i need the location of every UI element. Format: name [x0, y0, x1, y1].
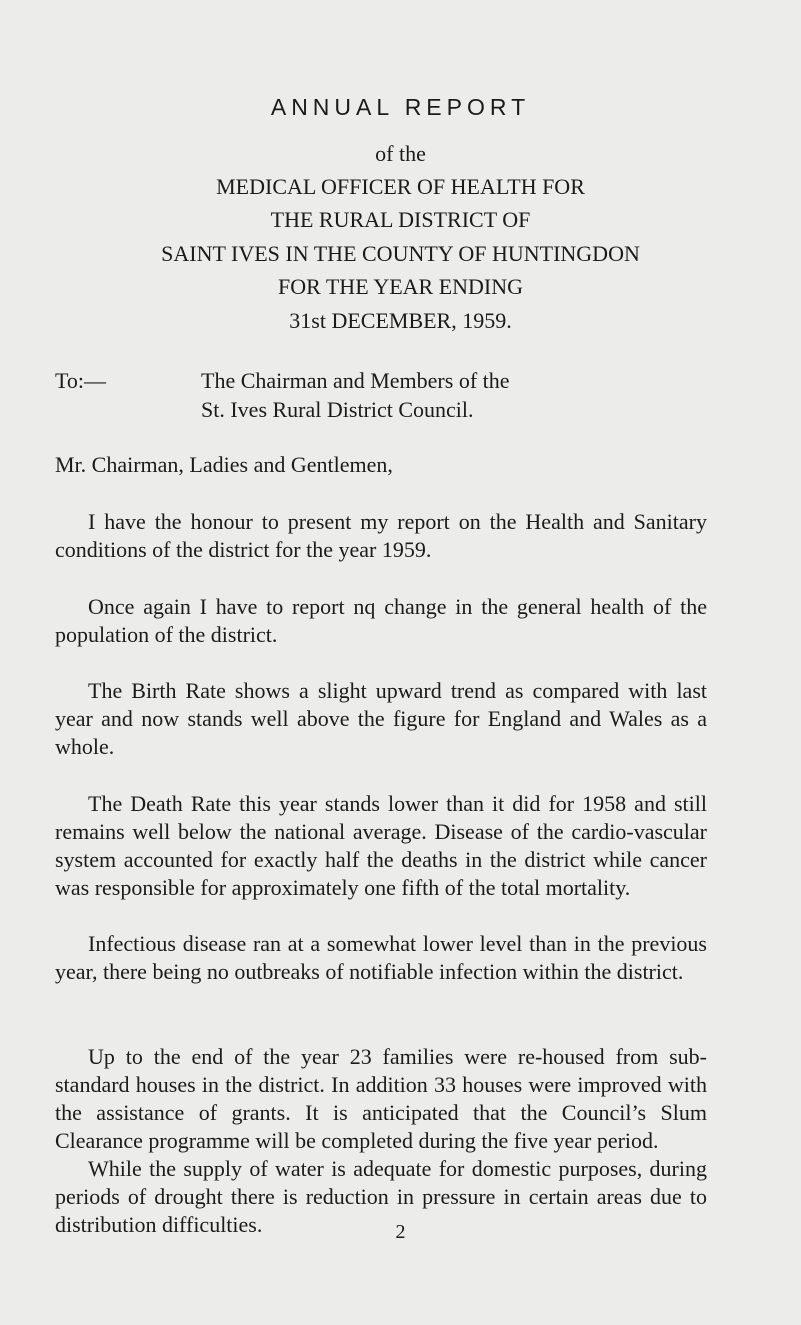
- heading-line-rural-district: THE RURAL DISTRICT OF: [270, 207, 531, 232]
- paragraph-general-health: [55, 593, 707, 649]
- paragraph-general-health-text: Once again I have to report nq change in the general health of the population of the district.: [55, 594, 707, 647]
- paragraph-water-supply-text: While the supply of water is adequate for domestic purposes, during periods of drought there is reduction in pressure in certain areas due to distribution difficulties.: [55, 1156, 707, 1237]
- paragraph-death-rate-text: The Death Rate this year stands lower than it did for 1958 and still remains well below the national average. Disease of the cardio-vascular system accounted for exactly half the deaths in the district while cancer was responsible for approximately one fifth of the total mortality.: [55, 791, 707, 900]
- paragraph-housing-text: Up to the end of the year 23 families were re-housed from sub-standard houses in the district. In addition 33 houses were improved with the assistance of grants. It is anticipated that the Council’s Slum Clearance programme will be completed during the five year period.: [55, 1044, 707, 1153]
- paragraph-birth-rate-text: The Birth Rate shows a slight upward trend as compared with last year and now stands well above the figure for England and Wales as a whole.: [55, 678, 707, 759]
- report-title: ANNUAL REPORT: [270, 94, 531, 120]
- paragraph-infectious-disease-text: Infectious disease ran at a somewhat lower level than in the previous year, there being no outbreaks of notifiable infection within the district.: [55, 931, 707, 984]
- heading-line-date: 31st DECEMBER, 1959.: [289, 308, 512, 333]
- paragraph-introduction-text: I have the honour to present my report on the Health and Sanitary conditions of the district for the year 1959.: [55, 509, 707, 562]
- page-number: 2: [395, 1221, 406, 1243]
- heading-line-medical-officer: MEDICAL OFFICER OF HEALTH FOR: [216, 174, 585, 199]
- paragraph-introduction: [55, 508, 707, 564]
- heading-line-of-the: of the: [375, 141, 426, 166]
- heading-line-saint-ives: SAINT IVES IN THE COUNTY OF HUNTINGDON: [161, 241, 640, 266]
- address-line-1: The Chairman and Members of the: [201, 368, 510, 393]
- heading-line-year-ending: FOR THE YEAR ENDING: [277, 274, 524, 299]
- salutation: Mr. Chairman, Ladies and Gentlemen,: [55, 452, 393, 477]
- paragraph-infectious-disease: [55, 930, 707, 986]
- paragraph-death-rate: [55, 790, 707, 902]
- address-to-label: To:—: [55, 368, 107, 393]
- paragraph-birth-rate: [55, 677, 707, 761]
- paragraph-housing: [55, 1043, 707, 1155]
- address-line-2: St. Ives Rural District Council.: [201, 397, 474, 422]
